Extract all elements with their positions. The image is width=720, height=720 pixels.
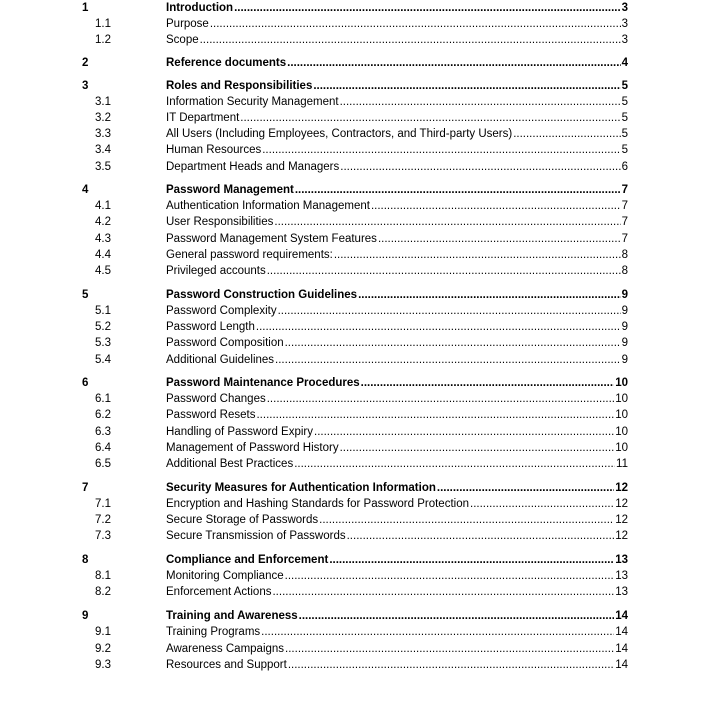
toc-number: 8	[82, 554, 89, 566]
toc-title: Compliance and Enforcement	[166, 554, 329, 566]
toc-title: Password Management	[166, 184, 294, 196]
toc-page: 10	[615, 409, 628, 421]
toc-title: Enforcement Actions	[166, 586, 272, 598]
toc-number: 4.4	[95, 249, 111, 261]
toc-title: Introduction	[166, 2, 234, 14]
toc-leader	[285, 568, 615, 584]
toc-page: 9	[621, 337, 628, 349]
toc-number: 4.5	[95, 265, 111, 277]
toc-number: 6.4	[95, 442, 111, 454]
toc-leader	[275, 352, 621, 368]
toc-number: 3.5	[95, 161, 111, 173]
toc-entry[interactable]	[0, 263, 720, 279]
toc-page: 6	[621, 161, 628, 173]
toc-page: 13	[615, 554, 628, 566]
toc-number: 5.4	[95, 354, 111, 366]
toc-title: Handling of Password Expiry	[166, 426, 314, 438]
toc-page: 9	[621, 321, 628, 333]
toc-number: 5	[82, 289, 89, 301]
toc-entry[interactable]	[0, 198, 720, 214]
toc-leader	[240, 110, 620, 126]
toc-page: 9	[621, 289, 628, 301]
toc-number: 5.1	[95, 305, 111, 317]
toc-leader	[334, 247, 621, 263]
toc-entry[interactable]	[0, 303, 720, 319]
toc-number: 9.3	[95, 659, 111, 671]
toc-leader	[437, 480, 614, 496]
toc-entry[interactable]	[0, 94, 720, 110]
toc-page: 10	[615, 377, 628, 389]
toc-title: Password Maintenance Procedures	[166, 377, 360, 389]
toc-entry[interactable]	[0, 496, 720, 512]
toc-title: Security Measures for Authentication Information	[166, 482, 436, 494]
toc-title: Password Complexity	[166, 305, 277, 317]
toc-title: Password Management System Features	[166, 233, 377, 245]
toc-page: 12	[615, 514, 628, 526]
toc-title: All Users (Including Employees, Contractors, and Third-party Users)	[166, 128, 513, 140]
toc-number: 5.2	[95, 321, 111, 333]
toc-page: 4	[621, 57, 628, 69]
toc-number: 3	[82, 80, 89, 92]
toc-page: 9	[621, 354, 628, 366]
toc-number: 1	[82, 2, 89, 14]
toc-page: 7	[621, 184, 628, 196]
toc-entry[interactable]	[0, 552, 720, 568]
toc-leader	[234, 0, 621, 16]
toc-page: 5	[621, 128, 628, 140]
toc-page: 8	[621, 265, 628, 277]
toc-number: 6	[82, 377, 89, 389]
toc-number: 9.1	[95, 626, 111, 638]
toc-title: Training and Awareness	[166, 610, 298, 622]
toc-page: 12	[615, 498, 628, 510]
toc-entry[interactable]	[0, 182, 720, 198]
toc-title: Department Heads and Managers	[166, 161, 340, 173]
toc-leader	[361, 375, 615, 391]
toc-entry[interactable]	[0, 584, 720, 600]
toc-entry[interactable]	[0, 512, 720, 528]
toc-entry[interactable]	[0, 608, 720, 624]
toc-number: 4	[82, 184, 89, 196]
toc-number: 3.2	[95, 112, 111, 124]
toc-page: 14	[615, 610, 628, 622]
toc-title: Password Composition	[166, 337, 284, 349]
toc-page: 13	[615, 586, 628, 598]
toc-leader	[358, 287, 621, 303]
toc-leader	[274, 214, 620, 230]
toc-number: 6.3	[95, 426, 111, 438]
toc-entry[interactable]	[0, 55, 720, 71]
toc-page: 14	[615, 626, 628, 638]
toc-page: 12	[615, 530, 628, 542]
toc-number: 8.1	[95, 570, 111, 582]
toc-leader	[319, 512, 614, 528]
toc-entry[interactable]	[0, 424, 720, 440]
toc-number: 4.2	[95, 216, 111, 228]
toc-title: Purpose	[166, 18, 209, 30]
toc-leader	[329, 552, 614, 568]
toc-entry[interactable]	[0, 78, 720, 94]
toc-entry[interactable]	[0, 231, 720, 247]
toc-title: Awareness Campaigns	[166, 643, 285, 655]
toc-leader	[340, 440, 615, 456]
toc-number: 4.3	[95, 233, 111, 245]
toc-entry[interactable]	[0, 159, 720, 175]
toc-title: IT Department	[166, 112, 240, 124]
toc-page: 13	[615, 570, 628, 582]
toc-entry[interactable]	[0, 16, 720, 32]
toc-page: 5	[621, 80, 628, 92]
toc-leader	[267, 391, 614, 407]
toc-entry[interactable]	[0, 352, 720, 368]
toc-title: Secure Transmission of Passwords	[166, 530, 346, 542]
toc-title: Roles and Responsibilities	[166, 80, 313, 92]
toc-title: User Responsibilities	[166, 216, 274, 228]
toc-title: General password requirements:	[166, 249, 333, 261]
toc-leader	[295, 182, 621, 198]
toc-number: 3.1	[95, 96, 111, 108]
toc-leader	[340, 94, 621, 110]
toc-number: 8.2	[95, 586, 111, 598]
toc-entry[interactable]	[0, 480, 720, 496]
toc-leader	[267, 263, 621, 279]
toc-entry[interactable]	[0, 110, 720, 126]
toc-number: 1.1	[95, 18, 111, 30]
toc-title: Password Resets	[166, 409, 256, 421]
toc-leader	[347, 528, 615, 544]
toc-leader	[256, 319, 621, 335]
toc-title: Reference documents	[166, 57, 287, 69]
toc-entry[interactable]	[0, 375, 720, 391]
toc-page: 14	[615, 643, 628, 655]
toc-title: Privileged accounts	[166, 265, 266, 277]
toc-number: 6.5	[95, 458, 111, 470]
toc-number: 6.1	[95, 393, 111, 405]
toc-entry[interactable]	[0, 391, 720, 407]
toc-title: Password Construction Guidelines	[166, 289, 358, 301]
toc-entry[interactable]	[0, 568, 720, 584]
toc-leader	[285, 641, 614, 657]
toc-entry[interactable]	[0, 142, 720, 158]
toc-leader	[378, 231, 621, 247]
toc-leader	[210, 16, 621, 32]
toc-title: Additional Guidelines	[166, 354, 275, 366]
toc-entry[interactable]	[0, 319, 720, 335]
toc-title: Management of Password History	[166, 442, 339, 454]
toc-title: Additional Best Practices	[166, 458, 294, 470]
toc-leader	[340, 159, 620, 175]
toc-number: 9.2	[95, 643, 111, 655]
toc-page: 7	[621, 233, 628, 245]
toc-leader	[313, 78, 620, 94]
toc-title: Information Security Management	[166, 96, 339, 108]
toc-page: 12	[615, 482, 628, 494]
toc-entry[interactable]	[0, 657, 720, 673]
toc-entry[interactable]	[0, 214, 720, 230]
toc-entry[interactable]	[0, 335, 720, 351]
toc-number: 3.4	[95, 144, 111, 156]
toc-leader	[314, 424, 614, 440]
toc-page: 10	[615, 442, 628, 454]
toc-page: 5	[621, 112, 628, 124]
toc-number: 6.2	[95, 409, 111, 421]
toc-leader	[200, 32, 621, 48]
toc-page: 5	[621, 144, 628, 156]
toc-title: Human Resources	[166, 144, 262, 156]
toc-number: 1.2	[95, 34, 111, 46]
toc-number: 7.1	[95, 498, 111, 510]
toc-page: 3	[621, 34, 628, 46]
toc-entry[interactable]	[0, 456, 720, 472]
toc-title: Scope	[166, 34, 199, 46]
toc-title: Training Programs	[166, 626, 261, 638]
toc-entry[interactable]	[0, 641, 720, 657]
toc-entry[interactable]	[0, 247, 720, 263]
toc-leader	[371, 198, 621, 214]
toc-leader	[262, 142, 620, 158]
toc-entry[interactable]	[0, 440, 720, 456]
toc-title: Secure Storage of Passwords	[166, 514, 319, 526]
toc-leader	[513, 126, 620, 142]
toc-number: 7.3	[95, 530, 111, 542]
toc-title: Password Changes	[166, 393, 266, 405]
toc-leader	[294, 456, 615, 472]
toc-number: 3.3	[95, 128, 111, 140]
toc-number: 7.2	[95, 514, 111, 526]
toc-page: 5	[621, 96, 628, 108]
toc-number: 5.3	[95, 337, 111, 349]
toc-leader	[278, 303, 621, 319]
toc-page: 8	[621, 249, 628, 261]
toc-title: Password Length	[166, 321, 255, 333]
toc-title: Resources and Support	[166, 659, 287, 671]
toc-title: Encryption and Hashing Standards for Password Protection	[166, 498, 469, 510]
toc-number: 7	[82, 482, 89, 494]
toc-entry[interactable]	[0, 0, 720, 16]
toc-page: 7	[621, 216, 628, 228]
toc-leader	[285, 335, 621, 351]
toc-page: 11	[616, 458, 628, 470]
toc-entry[interactable]	[0, 287, 720, 303]
toc-page: 10	[615, 393, 628, 405]
toc-entry[interactable]	[0, 126, 720, 142]
toc-page: 9	[621, 305, 628, 317]
toc-leader	[299, 608, 615, 624]
toc-title: Monitoring Compliance	[166, 570, 284, 582]
toc-entry[interactable]	[0, 624, 720, 640]
toc-page: 3	[621, 18, 628, 30]
toc-leader	[288, 657, 614, 673]
toc-entry[interactable]	[0, 407, 720, 423]
toc-title: Authentication Information Management	[166, 200, 370, 212]
toc-entry[interactable]	[0, 32, 720, 48]
toc-leader	[256, 407, 614, 423]
toc-leader	[287, 55, 620, 71]
toc-page: 7	[621, 200, 628, 212]
toc-page: 3	[621, 2, 628, 14]
toc-leader	[272, 584, 614, 600]
toc-entry[interactable]	[0, 528, 720, 544]
toc-number: 9	[82, 610, 89, 622]
toc-number: 4.1	[95, 200, 111, 212]
toc-leader	[470, 496, 614, 512]
toc-page: 10	[615, 426, 628, 438]
toc-leader	[261, 624, 614, 640]
toc-page: 14	[615, 659, 628, 671]
toc-number: 2	[82, 57, 89, 69]
